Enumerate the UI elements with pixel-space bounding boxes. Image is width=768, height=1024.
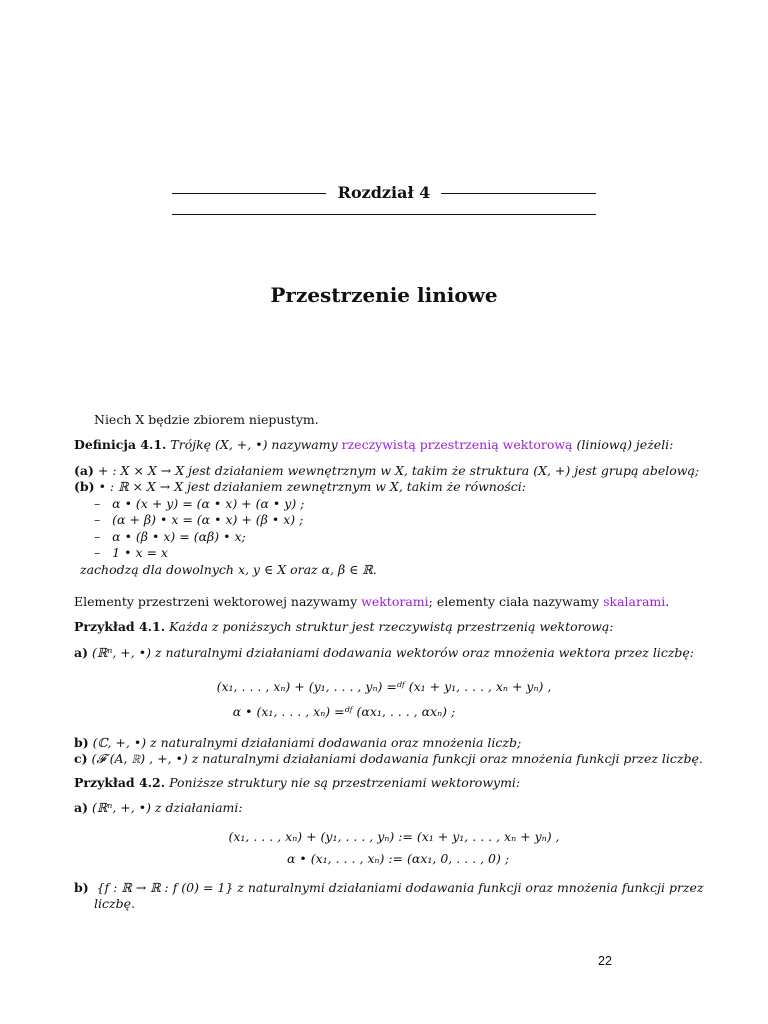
term-skalarami: skalarami (603, 594, 666, 609)
example2-item-b (74, 880, 704, 896)
example1-b-text: (ℂ, +, •) z naturalnymi działaniami dodawania oraz mnożenia liczb; (92, 735, 522, 750)
example1-text: Każda z poniższych struktur jest rzeczywistą przestrzenią wektorową: (169, 619, 614, 634)
term-wektorami: wektorami (361, 594, 429, 609)
example2-b-label: b) (74, 880, 89, 895)
definition-term: rzeczywistą przestrzenią wektorową (341, 437, 573, 452)
definition-item-b (74, 479, 526, 495)
definition-b-text: • : ℝ × X → X jest działaniem zewnętrznym w X, takim że równości: (98, 479, 526, 494)
definition-a-label: (a) (74, 463, 94, 478)
example1-item-a (74, 645, 694, 661)
example1-item-c (74, 751, 703, 767)
elements-line (74, 594, 669, 610)
example2-item-a (74, 800, 243, 816)
chapter-label: Rozdział 4 (337, 183, 431, 202)
example1-c-text: (𝓕 (A, ℝ) , +, •) z naturalnymi działaniami dodawania funkcji oraz mnożenia funkcji przez liczbę. (91, 751, 703, 766)
example2-head: Przykład 4.2. (74, 775, 166, 790)
elements-before: Elementy przestrzeni wektorowej nazywamy (74, 594, 358, 609)
definition-a-text: + : X × X → X jest działaniem wewnętrznym w X, takim że struktura (X, +) jest grupą abelową; (97, 463, 700, 478)
example1-line (74, 619, 614, 635)
example1-a-text: (ℝⁿ, +, •) z naturalnymi działaniami dodawania wektorów oraz mnożenia wektora przez liczbę: (92, 645, 695, 660)
elements-middle: ; elementy ciała nazywamy (428, 594, 600, 609)
example2-text: Poniższe struktury nie są przestrzeniami wektorowymi: (169, 775, 521, 790)
page-number: 22 (598, 954, 612, 968)
example1-equation-1: (x₁, . . . , xₙ) + (y₁, . . . , yₙ) =ᵈᶠ (x₁ + y₁, . . . , xₙ + yₙ) , (216, 679, 552, 694)
example2-equation-2: α • (x₁, . . . , xₙ) := (αx₁, 0, . . . , 0) ; (286, 851, 510, 866)
condition-4: – 1 • x = x (94, 545, 168, 560)
example2-b-continuation: liczbę. (94, 896, 135, 911)
condition-2: – (α + β) • x = (α • x) + (β • x) ; (94, 512, 304, 527)
definition-line (74, 437, 673, 453)
chapter-rule-bottom (172, 214, 596, 215)
chapter-title: Przestrzenie liniowe (270, 283, 498, 307)
example1-c-label: c) (74, 751, 88, 766)
example1-equation-2: α • (x₁, . . . , xₙ) =ᵈᶠ (αx₁, . . . , αxₙ) ; (232, 704, 456, 719)
elements-end: . (665, 594, 670, 609)
condition-1: – α • (x + y) = (α • x) + (α • y) ; (94, 496, 305, 511)
example1-head: Przykład 4.1. (74, 619, 166, 634)
definition-after: (liniową) jeżeli: (576, 437, 674, 452)
example1-b-label: b) (74, 735, 89, 750)
condition-3: – α • (β • x) = (αβ) • x; (94, 529, 246, 544)
example1-item-b (74, 735, 521, 751)
example2-equation-1: (x₁, . . . , xₙ) + (y₁, . . . , yₙ) := (x₁ + y₁, . . . , xₙ + yₙ) , (228, 829, 560, 844)
example2-b-text: {f : ℝ → ℝ : f (0) = 1} z naturalnymi działaniami dodawania funkcji oraz mnożenia funkcji przez (96, 880, 704, 895)
example2-a-text: (ℝⁿ, +, •) z działaniami: (92, 800, 243, 815)
intro-text: Niech X będzie zbiorem niepustym. (94, 412, 319, 427)
definition-item-a (74, 463, 699, 479)
definition-b-label: (b) (74, 479, 95, 494)
definition-head: Definicja 4.1. (74, 437, 167, 452)
example2-a-label: a) (74, 800, 89, 815)
example2-line (74, 775, 520, 791)
definition-before: Trójkę (X, +, •) nazywamy (170, 437, 338, 452)
example1-a-label: a) (74, 645, 89, 660)
definition-closing: zachodzą dla dowolnych x, y ∈ X oraz α, β ∈ ℝ. (80, 562, 377, 577)
